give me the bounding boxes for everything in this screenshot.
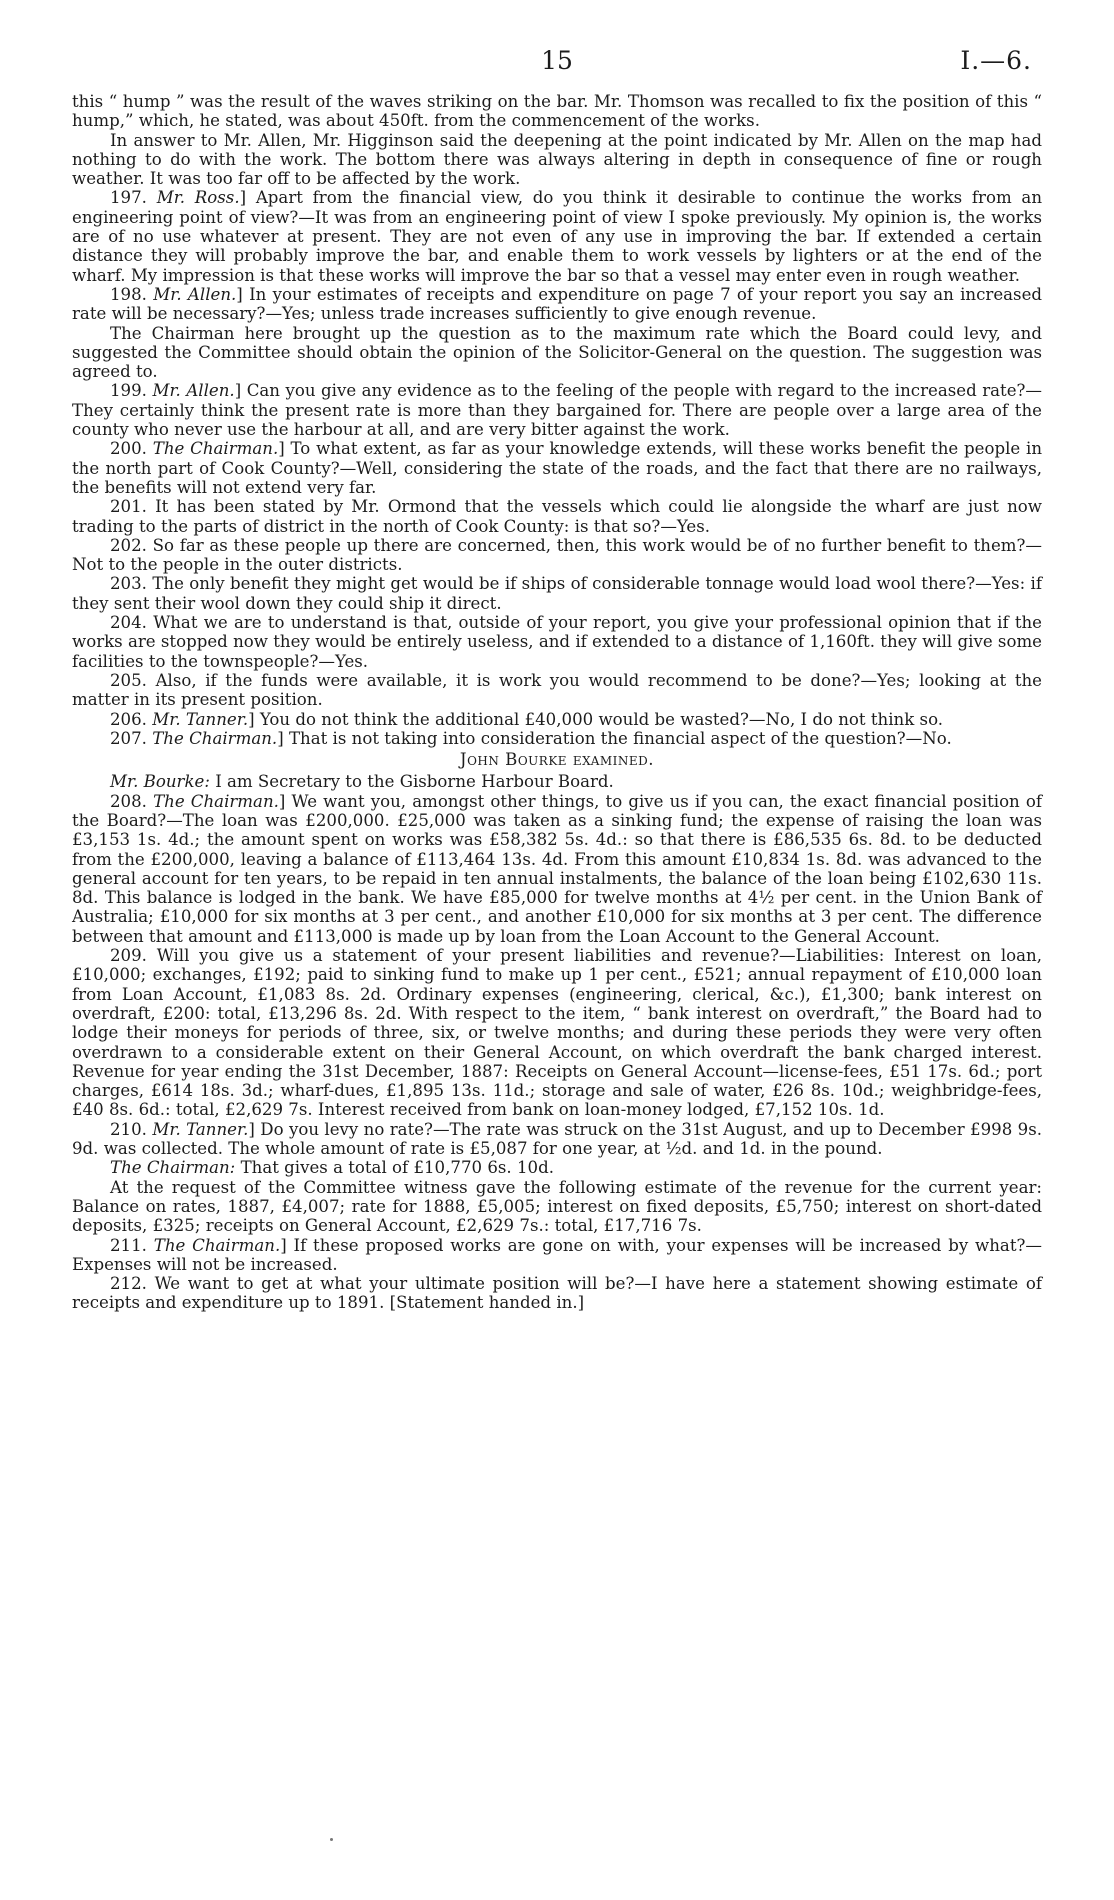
narrative-paragraph — [72, 324, 1042, 382]
narrative-paragraph — [72, 1158, 1042, 1177]
witness-subheading: John Bourke examined. — [459, 750, 655, 770]
paragraph-text: We want you, amongst other things, to give us if you can, the exact financial position of the Board?—The loan was £200,000. £25,000 was taken as a sinking fund; the expense of raising the loan was £3,153 1s. 4d.; the amount spent on works was £58,382 5s. 4d.: so that there is £86,535 6s. 8d. to be deducted from the £200,000, leaving a balance of £113,464 13s. 4d. From this amount £10,834 1s. 8d. was advanced to the general account for ten years, to be repaid in ten annual instalments, the balance of the loan being £102,630 11s. 8d. This balance is lodged in the bank. We have £85,000 for twelve months at 4½ per cent. in the Union Bank of Australia; £10,000 for six months at 3 per cent., and another £10,000 for six months at 3 per cent. The difference between that amount and £113,000 is made up by loan from the Loan Account to the General Account. — [72, 791, 1042, 946]
speaker-name: The Chairman. — [152, 728, 278, 748]
question-paragraph: 208. The Chairman.] We want you, amongst other things, to give us if you can, the exact financial position of the Board?—The loan was £200,000. £25,000 was taken as a sinking fund; the expense of raising the loan was £3,153 1s. 4d.; the amount spent on works was £58,382 5s. 4d.: so that there is £86,535 6s. 8d. to be deducted from the £200,000, leaving a balance of £113,464 13s. 4d. From this amount £10,834 1s. 8d. was advanced to the general account for ten years, to be repaid in ten annual instalments, the balance of the loan being £102,630 11s. 8d. This balance is lodged in the bank. We have £85,000 for twelve months at 4½ per cent. in the Union Bank of Australia; £10,000 for six months at 3 per cent., and another £10,000 for six months at 3 per cent. The difference between that amount and £113,000 is made up by loan from the Loan Account to the General Account. — [72, 791, 1042, 946]
paragraph-text: We want to get at what your ultimate position will be?—I have here a statement showing estimate of receipts and expenditure up to 1891. [Statement handed in.] — [72, 1274, 1042, 1313]
question-number: 211. — [110, 1235, 147, 1255]
question-number: 208. — [110, 791, 147, 811]
speaker-name: Mr. Tanner. — [152, 709, 249, 729]
paragraph-text: That is not taking into consideration the financial aspect of the question?—No. — [288, 728, 952, 748]
question-paragraph — [72, 536, 1042, 575]
narrative-paragraph — [72, 1178, 1042, 1236]
question-number: 201. — [110, 497, 147, 517]
paragraph-text: You do not think the additional £40,000 would be wasted?—No, I do not think so. — [259, 709, 944, 729]
speaker-name: The Chairman. — [152, 439, 279, 459]
question-number: 204. — [110, 613, 147, 633]
speaker-name: The Chairman: — [110, 1158, 236, 1178]
speaker-name: Mr. Bourke: — [110, 772, 210, 792]
question-number: 209. — [110, 946, 147, 966]
question-paragraph: 198. Mr. Allen.] In your estimates of receipts and expenditure on page 7 of your report you say an increased rate will be necessary?—Yes; unless trade increases sufficiently to give enough revenue. — [72, 284, 1043, 324]
narrative-paragraph — [72, 92, 1042, 131]
page-number: 15 — [541, 46, 573, 75]
question-number: 202. — [110, 535, 147, 555]
paragraph-text: What we are to understand is that, outside of your report, you give your professional opinion that if the works are stopped now they would be entirely useless, and if extended to a distance of 1,160ft. they will give some facilities to the townspeople?—Yes. — [72, 613, 1042, 671]
question-number: 199. — [110, 381, 147, 401]
paragraph-text: To what extent, as far as your knowledge extends, will these works benefit the people in the north part of Cook County?—Well, considering the state of the roads, and the fact that there are no railways, the benefits will not extend very far. — [72, 439, 1042, 497]
question-number: 198. — [110, 284, 147, 304]
question-paragraph — [72, 497, 1042, 536]
speaker-name: Mr. Ross. — [156, 188, 240, 208]
question-paragraph: 207. The Chairman.] That is not taking into consideration the financial aspect of the question?—No. — [110, 728, 952, 748]
paragraph-text: In your estimates of receipts and expenditure on page 7 of your report you say an increased rate will be necessary?—Yes; unless trade increases sufficiently to give enough revenue. — [72, 284, 1043, 324]
testimony-section-1 — [72, 92, 1042, 748]
narrative-paragraph — [72, 772, 1042, 791]
question-paragraph: 210. Mr. Tanner.] Do you levy no rate?—The rate was struck on the 31st August, and up to December £998 9s. 9d. was collected. The whole amount of rate is £5,087 for one year, at ½d. and 1d. in the pound. — [72, 1119, 1043, 1159]
paragraph-text: The only benefit they might get would be if ships of considerable tonnage would load wool there?—Yes: if they sent their wool down they could ship it direct. — [72, 574, 1042, 613]
speaker-name: Mr. Allen. — [152, 381, 235, 401]
question-paragraph: 211. The Chairman.] If these proposed works are gone on with, your expenses will be increased by what?—Expenses will not be increased. — [72, 1235, 1042, 1274]
question-number: 205. — [110, 670, 147, 690]
paragraph-text: In answer to Mr. Allen, Mr. Higginson said the deepening at the point indicated by Mr. Allen on the map had nothing to do with the work. The bottom there was always altering in depth in consequence of fine or rough weather. It was too far off to be affected by the work. — [72, 130, 1042, 189]
paragraph-text: The Chairman here brought up the question as to the maximum rate which the Board could levy, and suggested the Committee should obtain the opinion of the Solicitor-General on the question. The suggestion was agreed to. — [72, 323, 1042, 382]
page-mark — [330, 1838, 333, 1841]
speaker-name: The Chairman. — [153, 1235, 281, 1255]
question-number: 207. — [110, 728, 147, 748]
testimony-section-2 — [72, 772, 1042, 1312]
paragraph-text: If these proposed works are gone on with, your expenses will be increased by what?—Expenses will not be increased. — [72, 1235, 1042, 1274]
question-paragraph — [72, 613, 1042, 671]
paragraph-text: I am Secretary to the Gisborne Harbour Board. — [215, 772, 614, 792]
speaker-name: Mr. Tanner. — [152, 1119, 249, 1139]
question-paragraph — [72, 1274, 1042, 1313]
paragraph-text: It has been stated by Mr. Ormond that the vessels which could lie alongside the wharf are just now trading to the parts of district in the north of Cook County: is that so?—Yes. — [72, 497, 1043, 536]
paragraph-text: this “ hump ” was the result of the waves striking on the bar. Mr. Thomson was recalled to fix the position of this “ hump,” which, he stated, was about 450ft. from the commencement of the works. — [72, 92, 1042, 131]
document-reference: I.—6. — [960, 46, 1032, 75]
question-number: 200. — [110, 439, 147, 459]
question-paragraph — [72, 671, 1042, 710]
question-paragraph: 200. The Chairman.] To what extent, as far as your knowledge extends, will these works benefit the people in the north part of Cook County?—Well, considering the state of the roads, and the fact that there are no railways, the benefits will not extend very far. — [72, 439, 1042, 497]
question-paragraph: 199. Mr. Allen.] Can you give any evidence as to the feeling of the people with regard to the increased rate?—They certainly think the present rate is more than they bargained for. There are people over a large area of the county who never use the harbour at all, and are very bitter against the work. — [72, 381, 1043, 440]
question-paragraph — [72, 574, 1042, 613]
question-paragraph: 197. Mr. Ross.] Apart from the financial view, do you think it desirable to continue the works from an engineering point of view?—It was from an engineering point of view I spoke previously. My opinion is, the works are of no use whatever at present. They are not even of any use in improving the bar. If extended a certain distance they will probably improve the bar, and enable them to work vessels by lighters or at the end of the wharf. My impression is that these works will improve the bar so that a vessel may enter even in rough weather. — [72, 188, 1043, 285]
question-number: 210. — [110, 1119, 147, 1139]
paragraph-text: Can you give any evidence as to the feeling of the people with regard to the increased rate?—They certainly think the present rate is more than they bargained for. There are people over a large area of the county who never use the harbour at all, and are very bitter against the work. — [72, 381, 1043, 440]
paragraph-text: That gives a total of £10,770 6s. 10d. — [240, 1158, 554, 1178]
question-number: 203. — [110, 574, 147, 594]
paragraph-text: Will you give us a statement of your present liabilities and revenue?—Liabilities: Interest on loan, £10,000; exchanges, £192; paid to sinking fund to make up 1 per cent., £521; annual repayment of £10,000 loan from Loan Account, £1,083 8s. 2d. Ordinary expenses (engineering, clerical, &c.), £1,300; bank interest on overdraft, £200: total, £13,296 8s. 2d. With respect to the item, “ bank interest on overdraft,” the Board had to lodge their moneys for periods of three, six, or twelve months; and during these periods they were very often overdrawn to a considerable extent on their General Account, on which overdraft the bank charged interest. Revenue for year ending the 31st December, 1887: Receipts on General Account—license-fees, £51 17s. 6d.; port charges, £614 18s. 3d.; wharf-dues, £1,895 13s. 11d.; storage and sale of water, £26 8s. 10d.; weighbridge-fees, £40 8s. 6d.: total, £2,629 7s. Interest received from bank on loan-money lodged, £7,152 10s. 1d. — [72, 946, 1042, 1120]
paragraph-text: At the request of the Committee witness gave the following estimate of the revenue for the current year: Balance on rates, 1887, £4,007; rate for 1888, £5,005; interest on fixed deposits, £5,750; interest on short-dated deposits, £325; receipts on General Account, £2,629 7s.: total, £17,716 7s. — [72, 1177, 1042, 1236]
testimony-body — [72, 92, 1042, 1313]
question-paragraph: 206. Mr. Tanner.] You do not think the additional £40,000 would be wasted?—No, I do not think so. — [110, 709, 944, 729]
narrative-paragraph — [72, 131, 1042, 189]
question-number: 197. — [110, 188, 147, 208]
question-number: 212. — [110, 1274, 147, 1294]
question-paragraph — [72, 946, 1042, 1120]
paragraph-text: Also, if the funds were available, it is work you would recommend to be done?—Yes; looking at the matter in its present position. — [72, 670, 1042, 710]
question-number: 206. — [110, 709, 147, 729]
speaker-name: The Chairman. — [153, 791, 279, 811]
paragraph-text: Apart from the financial view, do you think it desirable to continue the works from an engineering point of view?—It was from an engineering point of view I spoke previously. My opinion is, the works are of no use whatever at present. They are not even of any use in improving the bar. If extended a certain distance they will probably improve the bar, and enable them to work vessels by lighters or at the end of the wharf. My impression is that these works will improve the bar so that a vessel may enter even in rough weather. — [72, 188, 1043, 285]
speaker-name: Mr. Allen. — [153, 284, 237, 304]
page-header — [72, 42, 1042, 92]
paragraph-text: So far as these people up there are concerned, then, this work would be of no further benefit to them?—Not to the people in the outer districts. — [72, 535, 1043, 575]
paragraph-text: Do you levy no rate?—The rate was struck on the 31st August, and up to December £998 9s. 9d. was collected. The whole amount of rate is £5,087 for one year, at ½d. and 1d. in the pound. — [72, 1119, 1043, 1159]
